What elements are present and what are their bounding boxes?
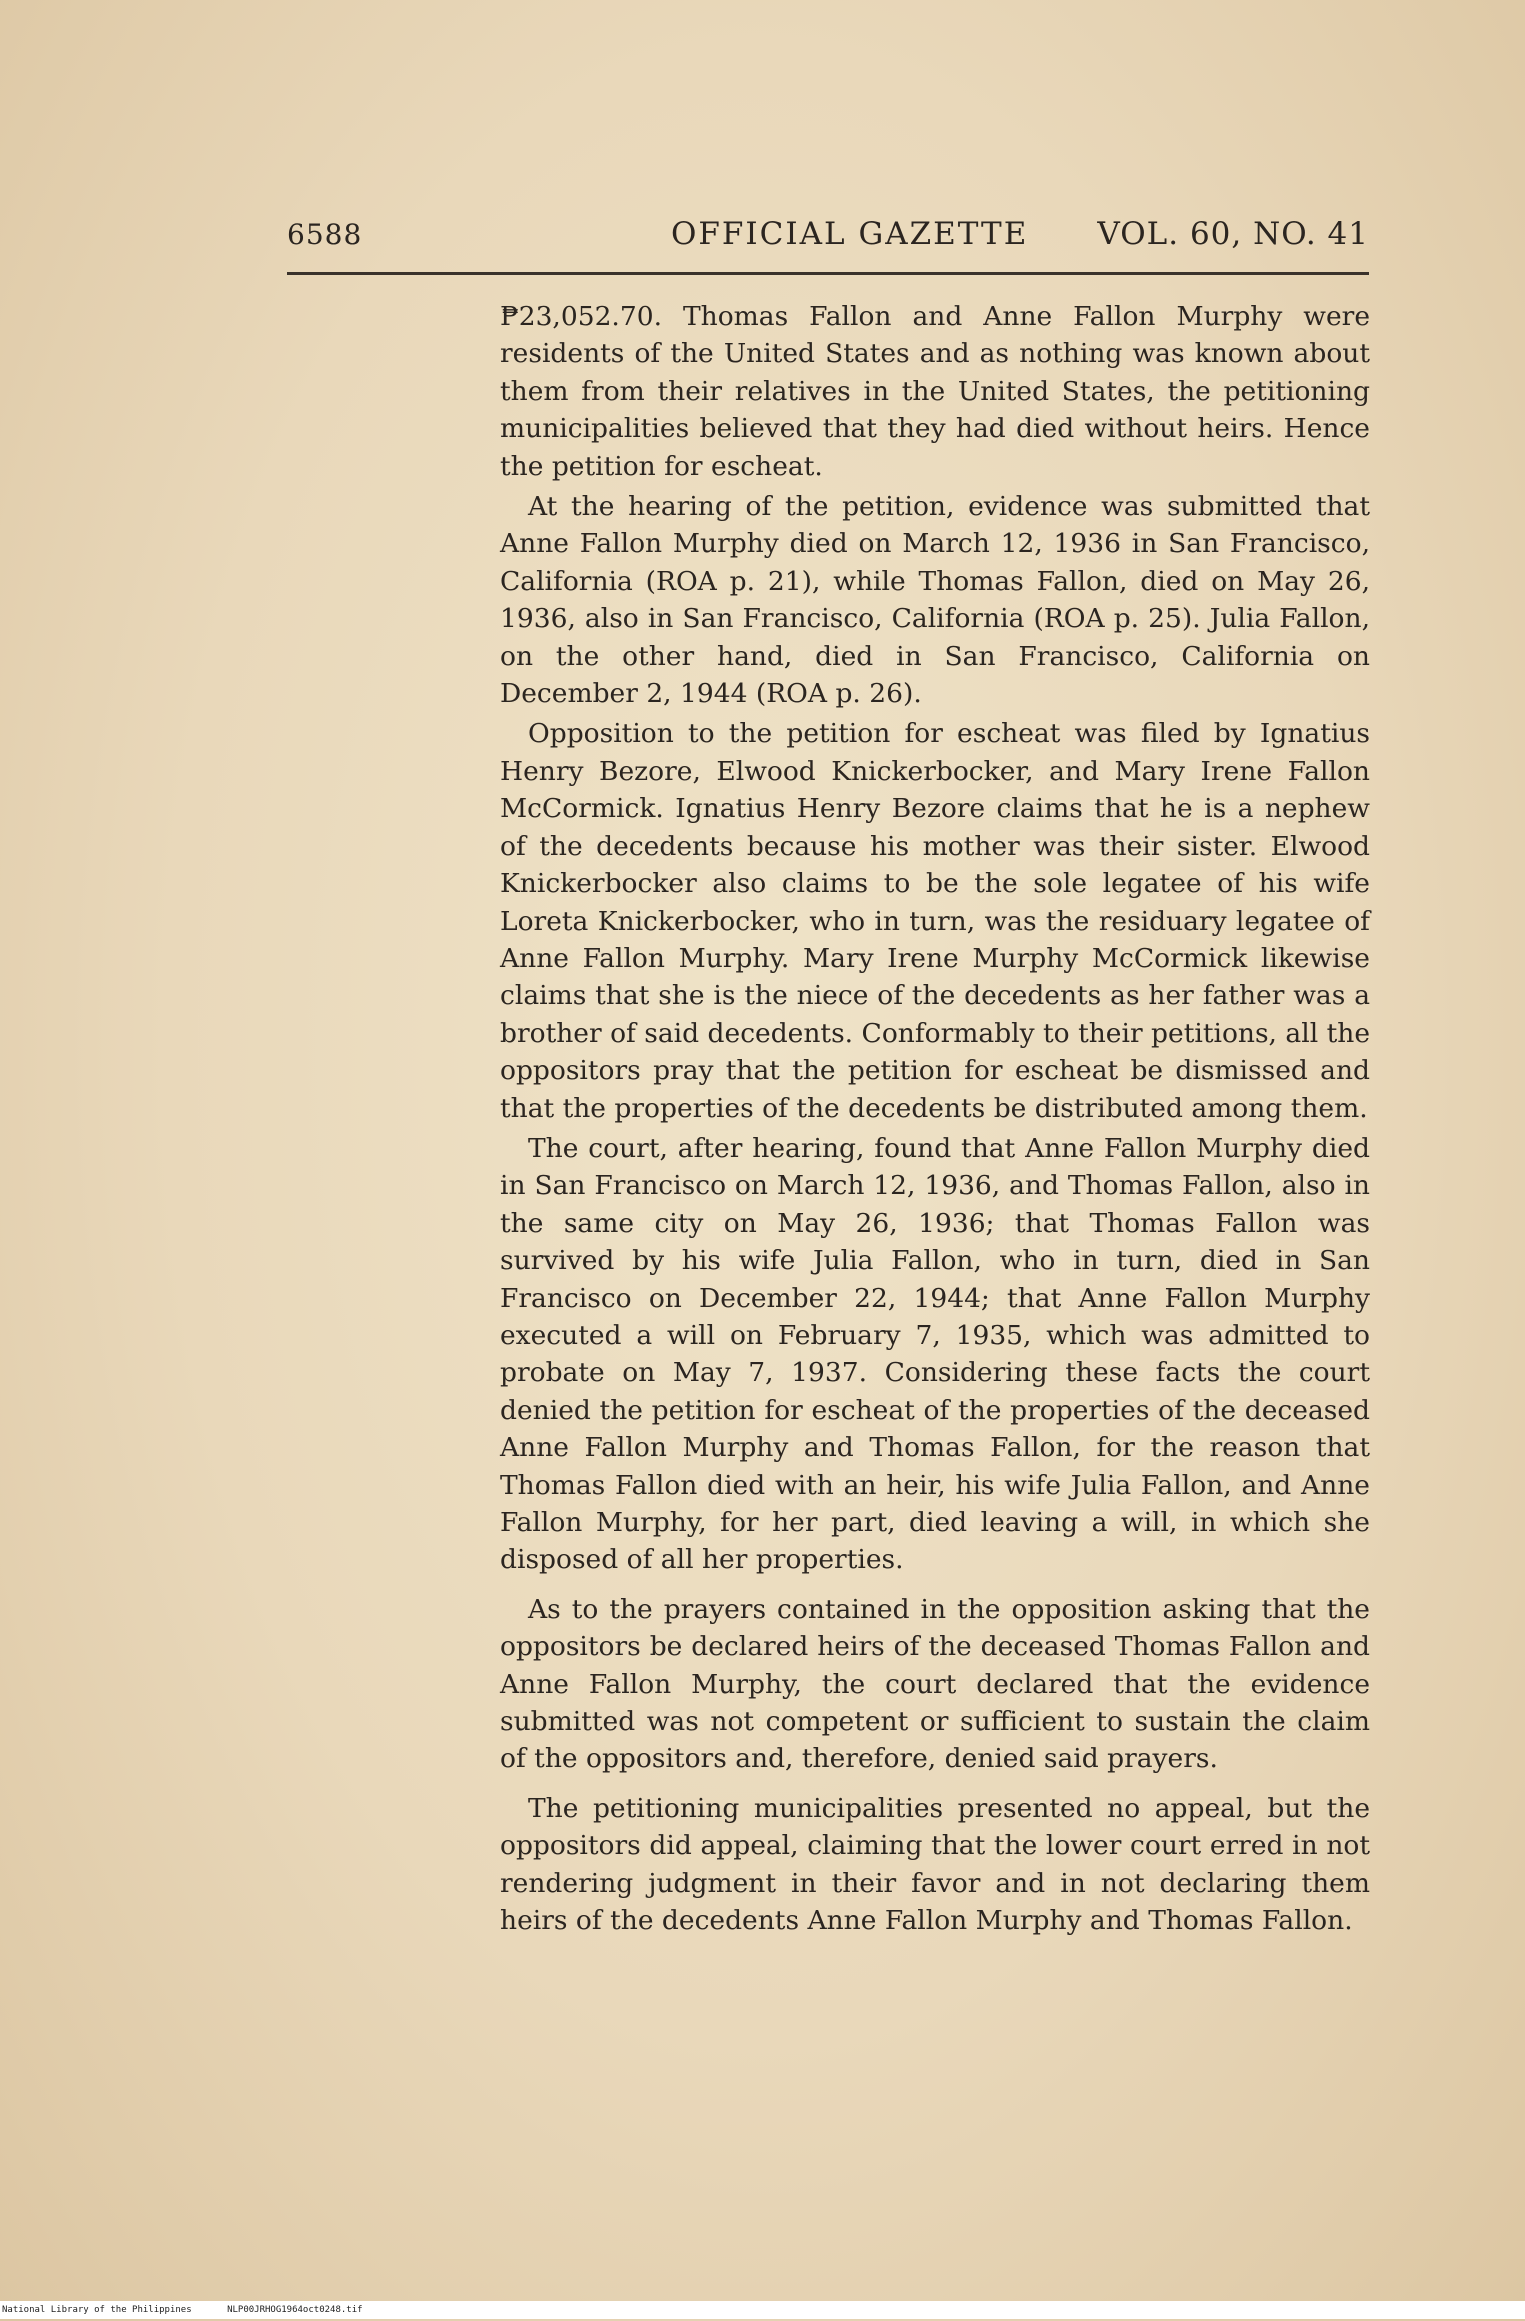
library-credit: National Library of the Philippines xyxy=(2,2305,192,2315)
paragraph: As to the prayers contained in the opposition asking that the oppositors be declared heirs of the deceased Thomas Fallon and Anne Fallon Murphy, the court declared that the evidence submitted was not competent or sufficient to sustain the claim of the oppositors and, therefore, denied said prayers. xyxy=(500,1593,1370,1775)
paragraph: ₱23,052.70. Thomas Fallon and Anne Fallon Murphy were residents of the United States and as nothing was known about them from their relatives in the United States, the petitioning municipalities believed that they had died without heirs. Hence the petition for escheat. xyxy=(500,301,1370,482)
paragraph: The petitioning municipalities presented no appeal, but the oppositors did appeal, claiming that the lower court erred in not rendering judgment in their favor and in not declaring them heirs of the decedents Anne Fallon Murphy and Thomas Fallon. xyxy=(500,1792,1370,1937)
volume-number: VOL. 60, NO. 41 xyxy=(1097,216,1369,252)
header-rule xyxy=(287,272,1369,275)
paragraph: Opposition to the petition for escheat was filed by Ignatius Henry Bezore, Elwood Knickerbocker, and Mary Irene Fallon McCormick. Ignatius Henry Bezore claims that he is a nephew of the decedents because his mother was their sister. Elwood Knickerbocker also claims to be the sole legatee of his wife Loreta Knickerbocker, who in turn, was the residuary legatee of Anne Fallon Murphy. Mary Irene Murphy McCormick likewise claims that she is the niece of the decedents as her father was a brother of said decedents. Conformably to their petitions, all the oppositors pray that the petition for escheat be dismissed and that the properties of the decedents be distributed among them. xyxy=(500,718,1370,1124)
scan-footer xyxy=(0,2301,1525,2319)
page-number: 6588 xyxy=(287,218,363,251)
scan-filename: NLP00JRHOG1964oct0248.tif xyxy=(227,2305,363,2315)
document-body xyxy=(500,298,1370,1942)
paragraph: The court, after hearing, found that Anne Fallon Murphy died in San Francisco on March 12, 1936, and Thomas Fallon, also in the same city on May 26, 1936; that Thomas Fallon was survived by his wife Julia Fallon, who in turn, died in San Francisco on December 22, 1944; that Anne Fallon Murphy executed a will on February 7, 1935, which was admitted to probate on May 7, 1937. Considering these facts the court denied the petition for escheat of the properties of the deceased Anne Fallon Murphy and Thomas Fallon, for the reason that Thomas Fallon died with an heir, his wife Julia Fallon, and Anne Fallon Murphy, for her part, died leaving a will, in which she disposed of all her properties. xyxy=(500,1132,1370,1576)
publication-title: OFFICIAL GAZETTE xyxy=(671,216,1029,252)
paragraph: At the hearing of the petition, evidence was submitted that Anne Fallon Murphy died on March 12, 1936 in San Francisco, California (ROA p. 21), while Thomas Fallon, died on May 26, 1936, also in San Francisco, California (ROA p. 25). Julia Fallon, on the other hand, died in San Francisco, California on December 2, 1944 (ROA p. 26). xyxy=(500,491,1370,710)
page-header xyxy=(287,212,1369,262)
